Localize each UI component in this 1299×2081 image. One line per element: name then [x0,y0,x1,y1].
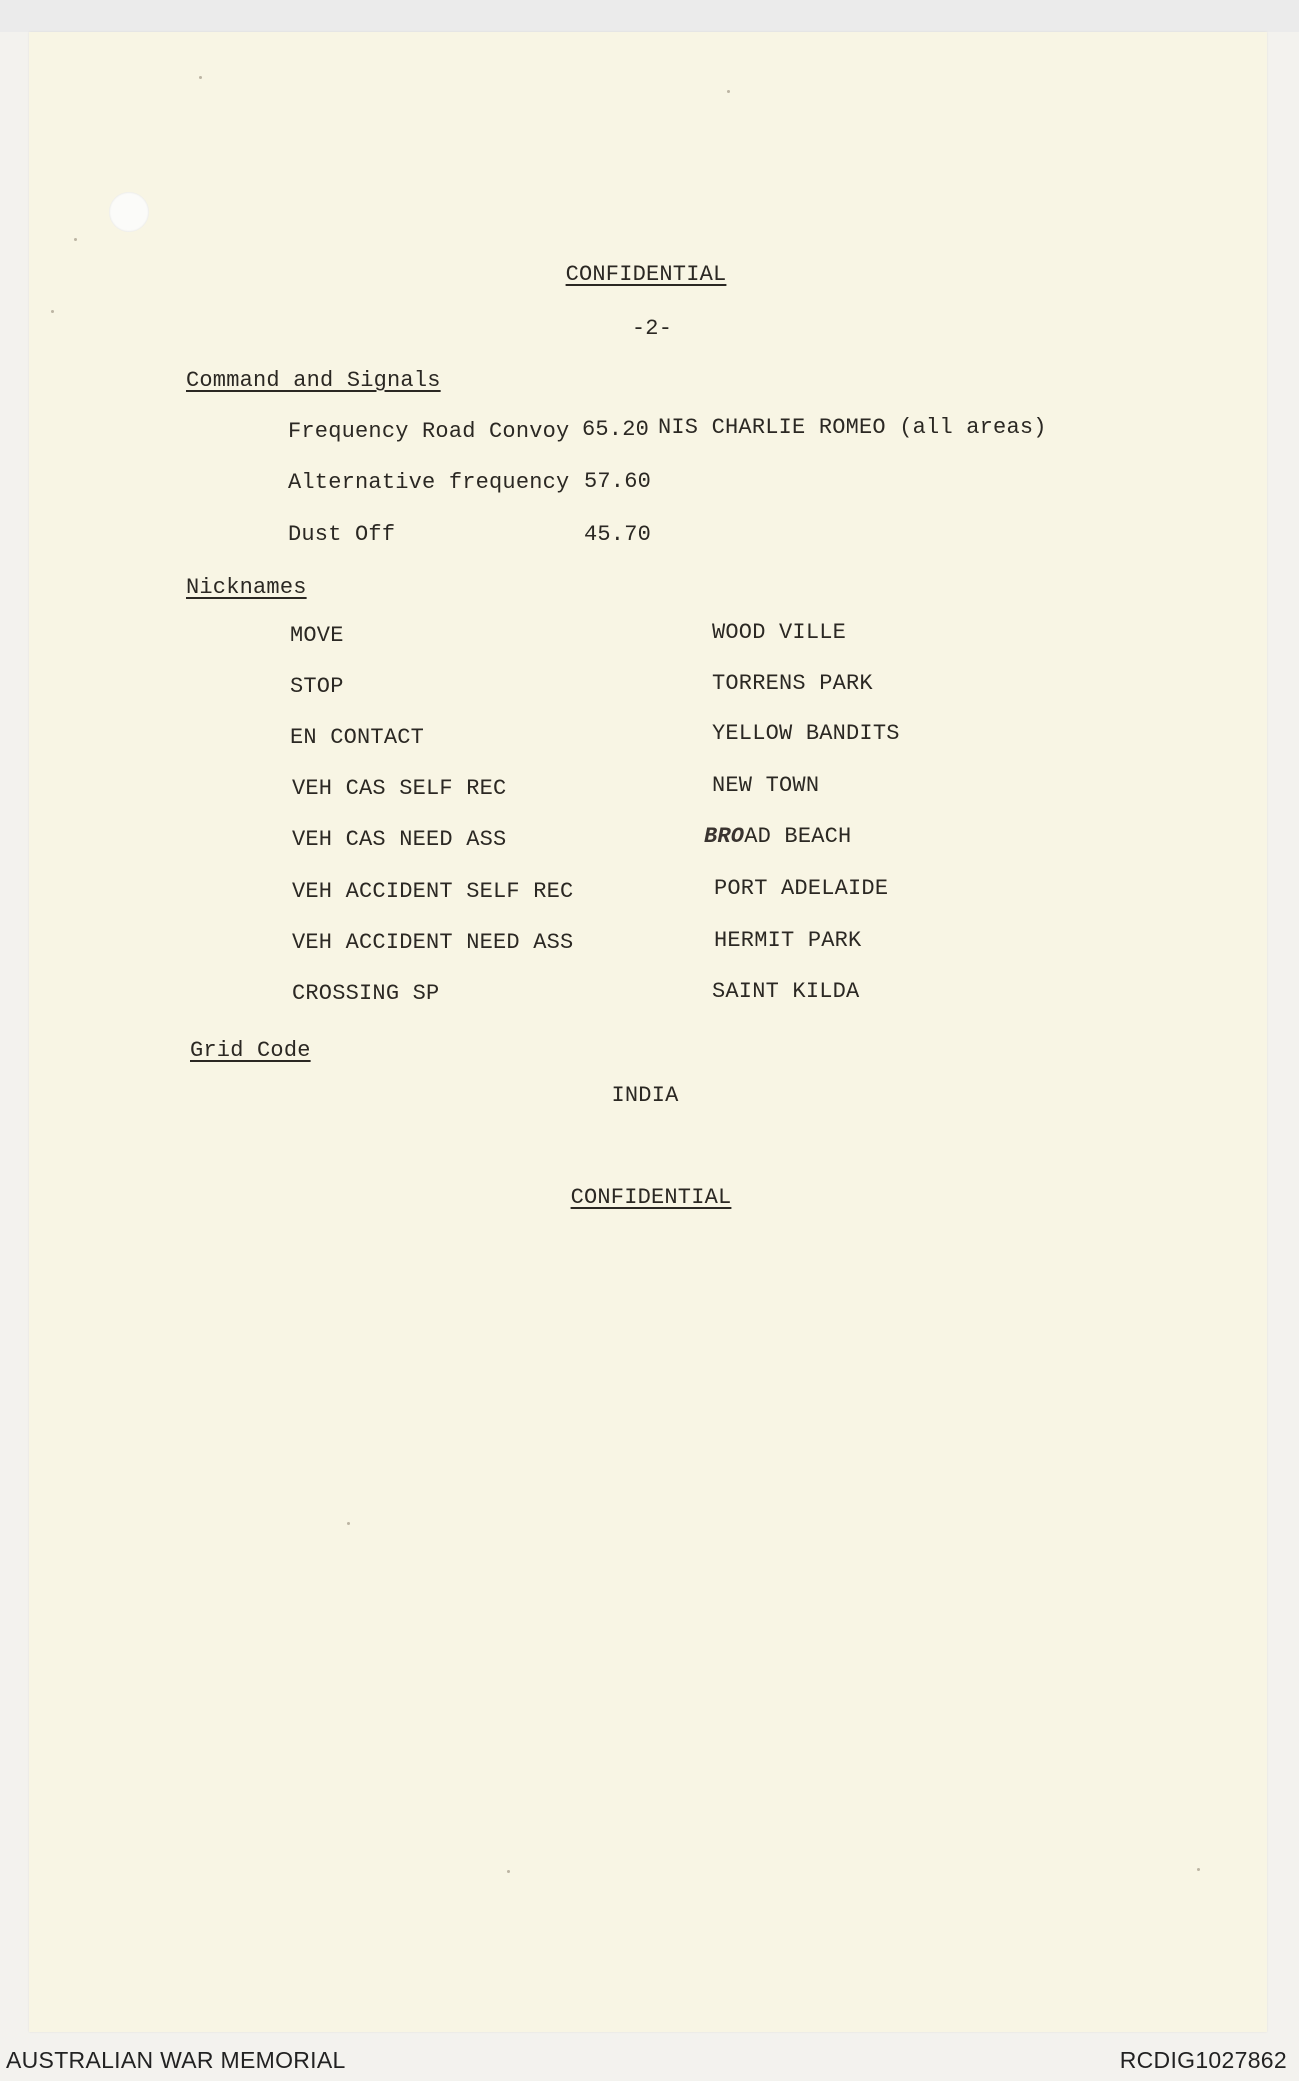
nickname-term: VEH ACCIDENT SELF REC [292,879,574,904]
paper-speck [347,1522,350,1525]
confidential-header: CONFIDENTIAL [565,262,727,287]
nickname-term: MOVE [290,623,344,648]
confidential-footer: CONFIDENTIAL [570,1185,732,1210]
nickname-term: VEH ACCIDENT NEED ASS [292,930,574,955]
section-heading-nicknames: Nicknames [186,575,307,600]
signal-label: Dust Off [288,522,396,547]
top-margin-strip [0,0,1299,32]
paper-speck [74,238,77,241]
page-number: -2- [631,316,673,341]
nickname-term: VEH CAS NEED ASS [292,827,507,852]
nickname-value-corrected [704,824,851,850]
nickname-value: TORRENS PARK [712,671,873,696]
nickname-value-rest: AD BEACH [744,824,852,849]
nickname-term: CROSSING SP [292,981,440,1006]
paper-speck [199,76,202,79]
nickname-term: STOP [290,674,344,699]
handwritten-correction: BRO [704,824,745,849]
signal-callsign-note: NIS CHARLIE ROMEO (all areas) [658,415,1047,440]
signal-label: Frequency Road Convoy [288,419,570,444]
signal-label: Alternative frequency [288,470,570,495]
section-heading-grid-code: Grid Code [190,1038,311,1063]
paper-speck [507,1870,510,1873]
nickname-term: VEH CAS SELF REC [292,776,507,801]
archive-item-id: RCDIG1027862 [1119,2047,1287,2073]
paper-speck [727,90,730,93]
signal-frequency: 57.60 [584,469,652,494]
nickname-term: EN CONTACT [290,725,425,750]
signal-frequency: 65.20 [582,417,650,442]
paper-speck [51,310,54,313]
paper-speck [1197,1868,1200,1871]
nickname-value: WOOD VILLE [712,620,847,645]
archive-credit: AUSTRALIAN WAR MEMORIAL [6,2047,346,2073]
nickname-value: PORT ADELAIDE [714,876,889,901]
nickname-value: SAINT KILDA [712,979,860,1004]
punch-hole [109,192,149,232]
section-heading-command-signals: Command and Signals [186,368,441,393]
nickname-value: YELLOW BANDITS [712,721,900,746]
grid-code-value: INDIA [611,1083,679,1108]
nickname-value: NEW TOWN [712,773,820,798]
nickname-value: HERMIT PARK [714,928,862,953]
signal-frequency: 45.70 [584,522,652,547]
